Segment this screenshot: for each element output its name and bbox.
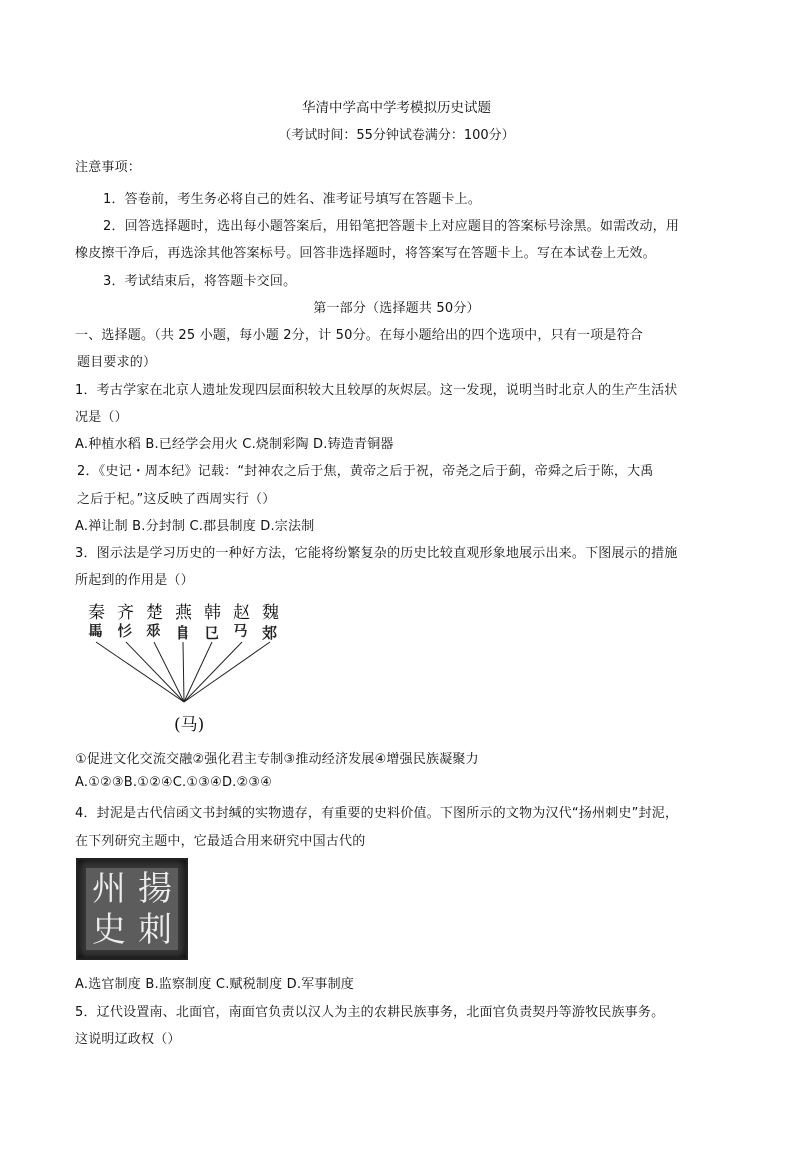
question-2-stem-line1: 2．《史记・周本纪》记载：“封神农之后于焦，黄帝之后于祝，帝尧之后于蓟，帝舜之后于陈，大禹: [77, 464, 654, 479]
question-3-stem-line2: 所起到的作用是（）: [75, 573, 194, 588]
question-5-stem-line1: 5．辽代设置南、北面官，南面官负责以汉人为主的农耕民族事务，北面官负责契丹等游牧民族事务。: [75, 1005, 665, 1020]
seal-char-yang: 揚: [138, 868, 172, 909]
state-qin: 秦: [88, 603, 105, 623]
state-zhao: 赵: [233, 603, 250, 623]
variant-chu: 𠂹: [146, 622, 162, 640]
question-2-options: A.禅让制 B.分封制 C.郡县制度 D.宗法制: [75, 519, 315, 534]
question-1-stem-line2: 况是（）: [75, 410, 128, 425]
question-4-options: A.选官制度 B.监察制度 C.赋税制度 D.军事制度: [75, 977, 354, 992]
question-2-stem-line2: 之后于杞。”这反映了西周实行（）: [77, 492, 276, 507]
question-4-stem-line1: 4．封泥是古代信函文书封缄的实物遗存，有重要的史料价值。下图所示的文物为汉代“扬州刺史”封泥，: [75, 806, 679, 821]
state-yan: 燕: [175, 603, 192, 623]
notice-item-2-line1: 2．回答选择题时，选出每小题答案后，用铅笔把答题卡上对应题目的答案标号涂黑。如需改动，用: [103, 219, 680, 234]
section-instructions-line2: 题目要求的）: [77, 355, 157, 370]
seal-char-zhou: 州: [92, 868, 126, 909]
unified-horse-character: (马): [174, 715, 205, 735]
notice-item-1: 1．答卷前，考生务必将自己的姓名、准考证号填写在答题卡上。: [103, 192, 482, 207]
state-han: 韩: [204, 603, 221, 623]
seal-char-ci: 刺: [138, 909, 172, 950]
horse-character-diagram: [88, 598, 278, 738]
question-3-statements: ①促进文化交流交融②强化君主专制③推动经济发展④增强民族凝聚力: [75, 752, 479, 767]
question-4-stem-line2: 在下列研究主题中，它最适合用来研究中国古代的: [75, 834, 366, 849]
variant-qi: 𢒆: [117, 622, 133, 640]
question-3-options: A.①②③B.①②④C.①③④D.②③④: [75, 775, 273, 790]
question-3-stem-line1: 3．图示法是学习历史的一种好方法，它能将纷繁复杂的历史比较直观形象地展示出来。下图展示的措施: [75, 546, 678, 561]
part-heading: 第一部分（选择题共 50分）: [313, 301, 480, 316]
question-5-stem-line2: 这说明辽政权（）: [75, 1032, 181, 1047]
notice-item-2-line2: 橡皮擦干净后，再选涂其他答案标号。回答非选择题时，将答案写在答题卡上。写在本试卷上无效。: [75, 246, 656, 261]
variant-yan: 𨸏: [175, 624, 191, 642]
seal-char-shi: 史: [92, 909, 126, 950]
state-chu: 楚: [146, 603, 163, 623]
variant-han: 㔾: [204, 624, 220, 642]
section-instructions-line1: 一、选择题。（共 25 小题，每小题 2分，计 50分。在每小题给出的四个选项中，只有一项是符合: [75, 328, 643, 343]
state-qi: 齐: [117, 603, 134, 623]
notice-item-3: 3．考试结束后，将答题卡交回。: [103, 274, 297, 289]
state-wei: 魏: [262, 603, 279, 623]
variant-zhao: 𢎘: [233, 622, 249, 640]
exam-info: （考试时间：55分钟试卷满分：100分）: [278, 128, 515, 143]
variant-qin: 𩡧: [88, 622, 104, 640]
question-1-options: A.种植水稻 B.已经学会用火 C.烧制彩陶 D.铸造青铜器: [75, 437, 394, 452]
question-1-stem-line1: 1．考古学家在北京人遗址发现四层面积较大且较厚的灰烬层。这一发现，说明当时北京人的生产生活状: [75, 383, 678, 398]
page-title: 华清中学高中学考模拟历史试题: [302, 100, 491, 116]
seal-clay-image: [76, 858, 188, 960]
variant-wei: 𨙸: [262, 624, 278, 642]
notice-heading: 注意事项：: [75, 160, 142, 175]
